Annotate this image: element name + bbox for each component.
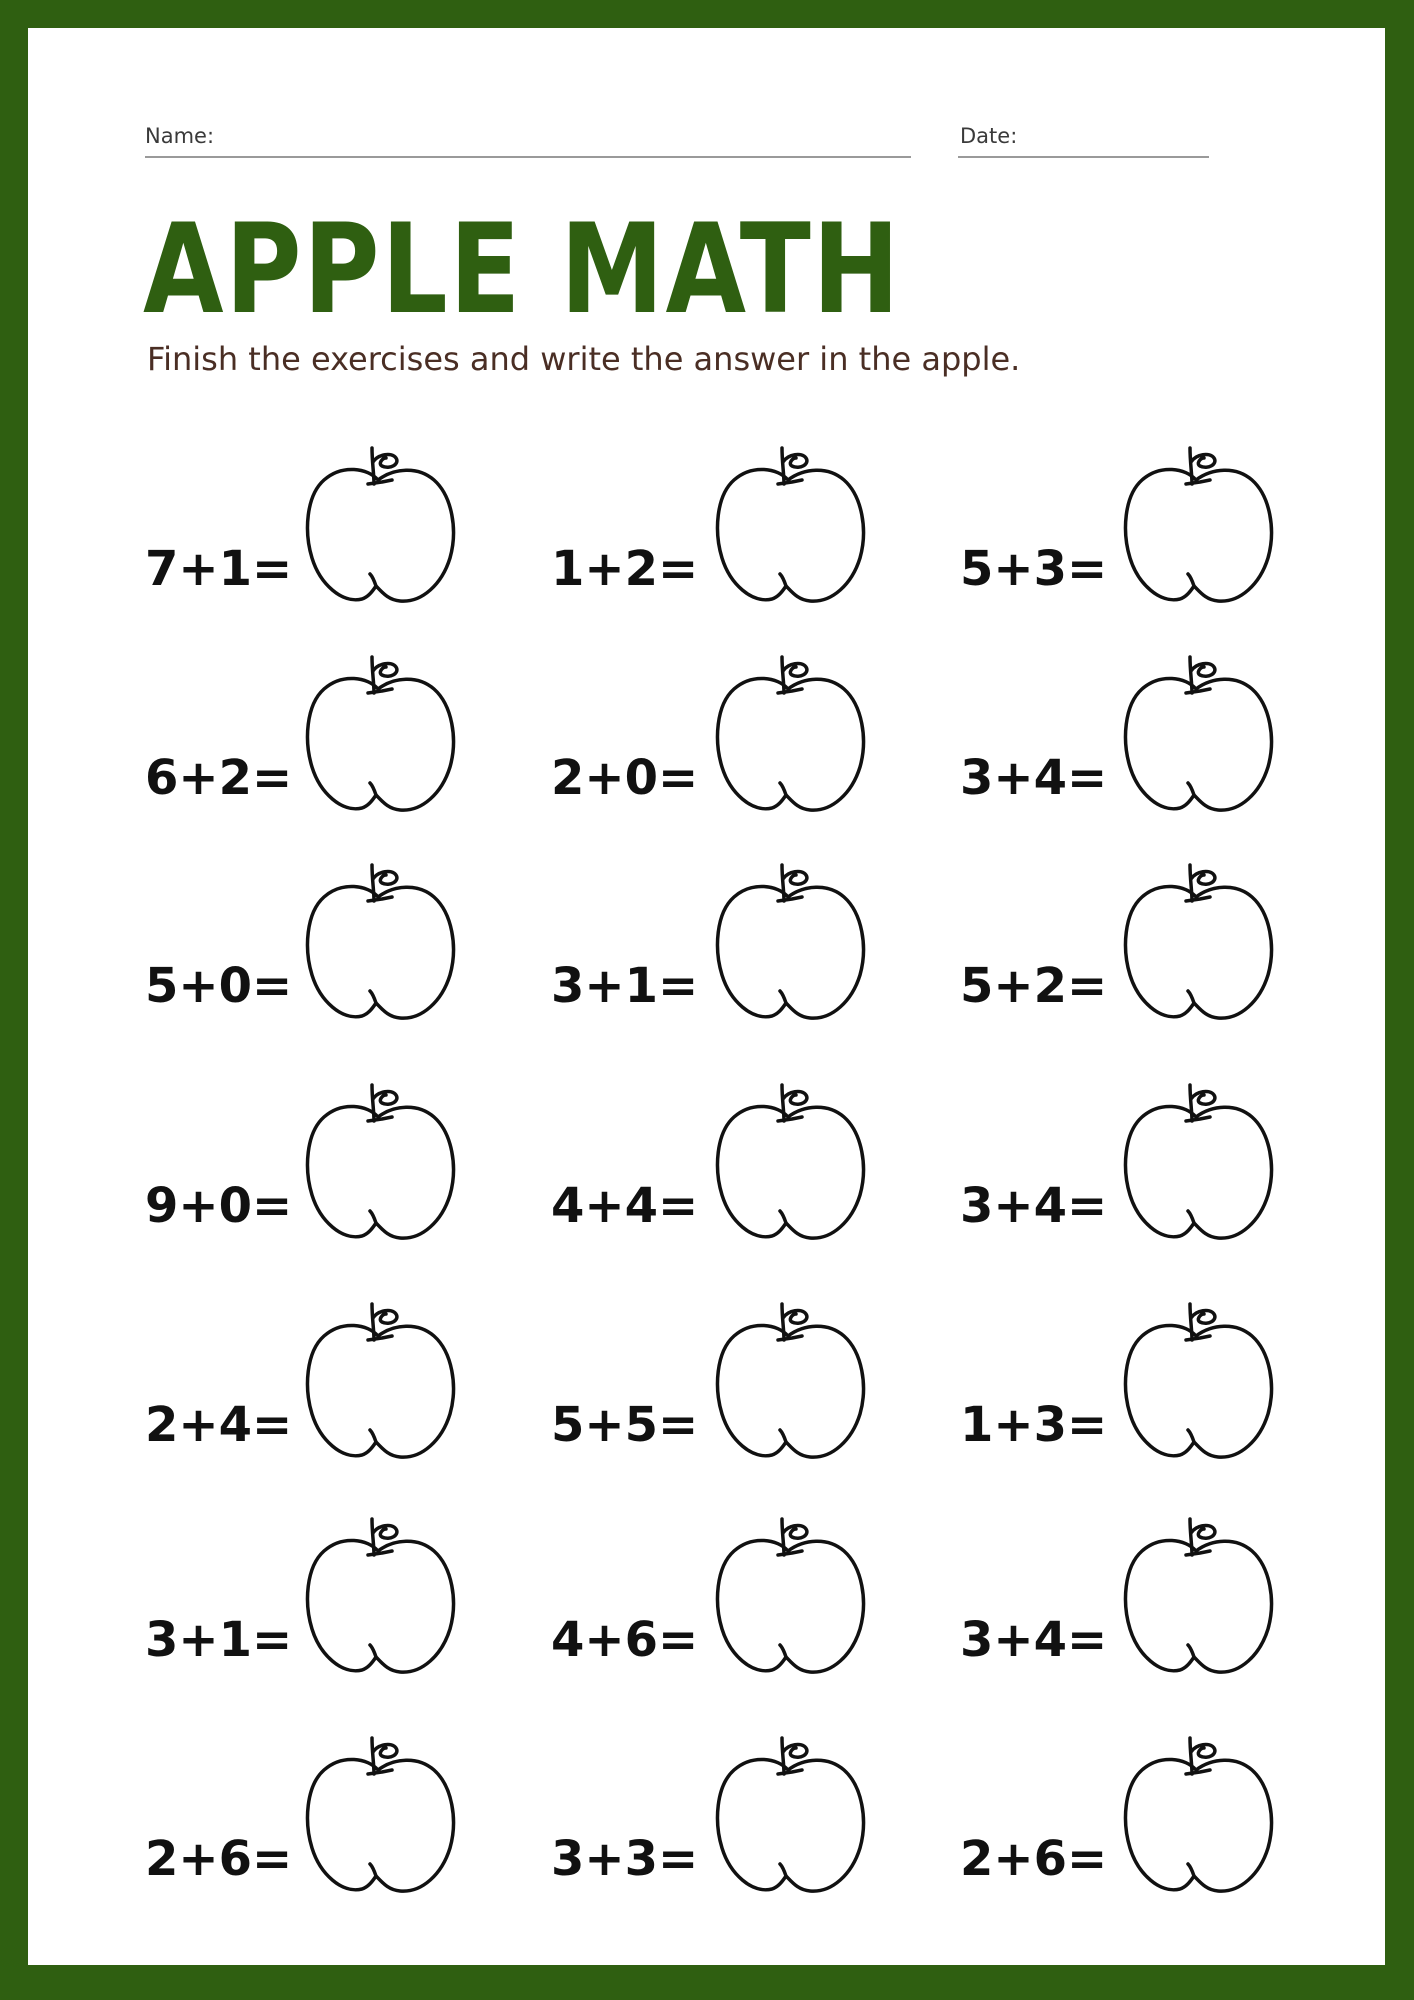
exercise-equation xyxy=(145,1395,315,1455)
apple-outline-icon[interactable] xyxy=(712,655,868,817)
apple-outline-icon[interactable] xyxy=(1120,446,1276,608)
equation-text: 3+1= xyxy=(551,958,699,1014)
date-field-line[interactable] xyxy=(958,156,1209,158)
apple-outline-icon[interactable] xyxy=(712,1736,868,1898)
exercise-equation xyxy=(551,1176,721,1236)
equation-text: 3+4= xyxy=(960,1178,1108,1234)
apple-outline-icon[interactable] xyxy=(1120,1736,1276,1898)
equation-text: 1+3= xyxy=(960,1397,1108,1453)
equation-text: 3+3= xyxy=(551,1831,699,1887)
apple-outline-icon[interactable] xyxy=(302,655,458,817)
exercise-equation xyxy=(145,748,315,808)
apple-outline-icon[interactable] xyxy=(1120,1517,1276,1679)
exercise-equation xyxy=(145,1176,315,1236)
apple-outline-icon[interactable] xyxy=(1120,863,1276,1025)
name-label: Name: xyxy=(145,124,215,148)
equation-text: 5+5= xyxy=(551,1397,699,1453)
exercise-equation xyxy=(960,539,1130,599)
exercise-equation xyxy=(960,1176,1130,1236)
apple-outline-icon[interactable] xyxy=(712,1083,868,1245)
equation-text: 2+6= xyxy=(960,1831,1108,1887)
exercise-equation xyxy=(960,956,1130,1016)
equation-text: 3+1= xyxy=(145,1612,293,1668)
exercise-equation xyxy=(551,1395,721,1455)
apple-outline-icon[interactable] xyxy=(712,863,868,1025)
equation-text: 3+4= xyxy=(960,1612,1108,1668)
instructions: Finish the exercises and write the answer in the apple. xyxy=(147,340,1021,378)
equation-text: 6+2= xyxy=(145,750,293,806)
apple-outline-icon[interactable] xyxy=(712,446,868,608)
apple-outline-icon[interactable] xyxy=(302,1302,458,1464)
exercise-equation xyxy=(145,539,315,599)
name-field-line[interactable] xyxy=(145,156,911,158)
equation-text: 5+2= xyxy=(960,958,1108,1014)
apple-outline-icon[interactable] xyxy=(302,1083,458,1245)
apple-outline-icon[interactable] xyxy=(712,1517,868,1679)
equation-text: 4+4= xyxy=(551,1178,699,1234)
apple-outline-icon[interactable] xyxy=(1120,1302,1276,1464)
exercise-equation xyxy=(145,1610,315,1670)
exercise-equation xyxy=(551,1610,721,1670)
equation-text: 2+4= xyxy=(145,1397,293,1453)
apple-outline-icon[interactable] xyxy=(302,1517,458,1679)
apple-outline-icon[interactable] xyxy=(302,863,458,1025)
exercise-equation xyxy=(551,956,721,1016)
exercise-equation xyxy=(145,956,315,1016)
exercise-equation xyxy=(960,748,1130,808)
equation-text: 7+1= xyxy=(145,541,293,597)
apple-outline-icon[interactable] xyxy=(1120,1083,1276,1245)
equation-text: 2+6= xyxy=(145,1831,293,1887)
equation-text: 2+0= xyxy=(551,750,699,806)
equation-text: 1+2= xyxy=(551,541,699,597)
exercise-equation xyxy=(960,1829,1130,1889)
apple-outline-icon[interactable] xyxy=(1120,655,1276,817)
equation-text: 4+6= xyxy=(551,1612,699,1668)
apple-outline-icon[interactable] xyxy=(302,446,458,608)
equation-text: 5+0= xyxy=(145,958,293,1014)
apple-outline-icon[interactable] xyxy=(302,1736,458,1898)
exercise-equation xyxy=(960,1610,1130,1670)
equation-text: 9+0= xyxy=(145,1178,293,1234)
exercise-equation xyxy=(145,1829,315,1889)
exercise-equation xyxy=(551,539,721,599)
equation-text: 5+3= xyxy=(960,541,1108,597)
exercise-equation xyxy=(551,1829,721,1889)
equation-text: 3+4= xyxy=(960,750,1108,806)
apple-outline-icon[interactable] xyxy=(712,1302,868,1464)
exercise-equation xyxy=(960,1395,1130,1455)
date-label: Date: xyxy=(960,124,1018,148)
page-title: APPLE MATH xyxy=(143,198,902,342)
exercise-equation xyxy=(551,748,721,808)
